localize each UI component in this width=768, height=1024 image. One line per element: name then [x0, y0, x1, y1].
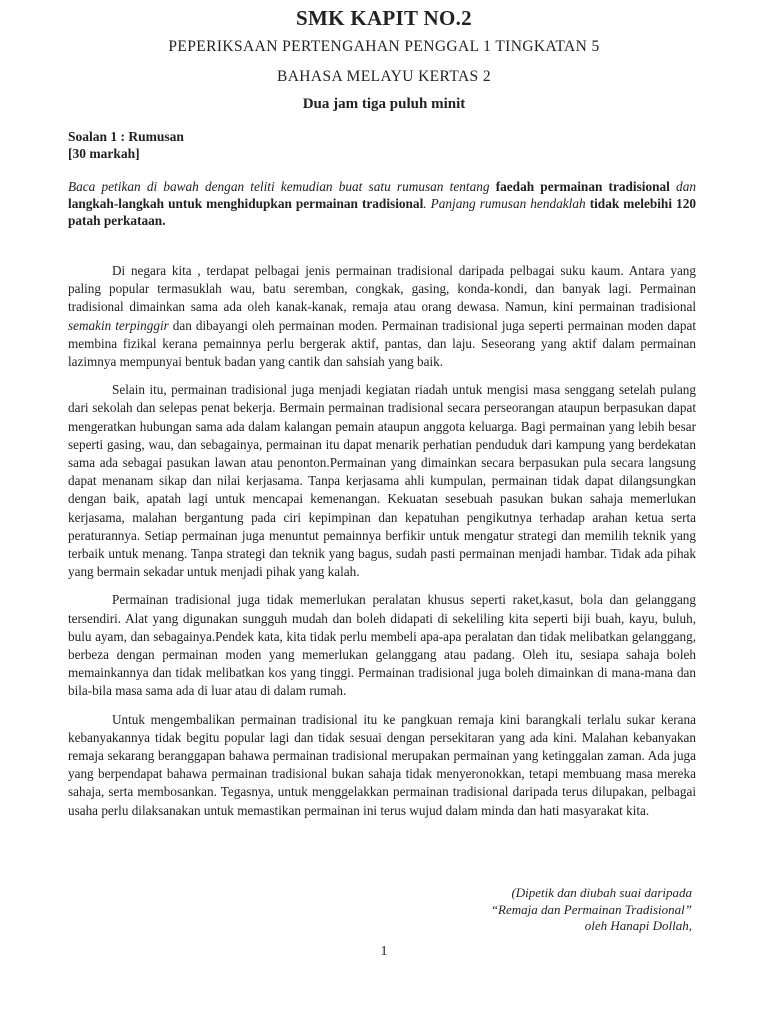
school-name: SMK KAPIT NO.2 [296, 6, 472, 30]
question-heading [68, 128, 184, 162]
instruction-part1: Baca petikan di bawah dengan teliti kemudian buat satu rumusan tentang [68, 179, 496, 194]
exam-duration: Dua jam tiga puluh minit [302, 96, 466, 112]
paper-title: BAHASA MELAYU KERTAS 2 [276, 68, 492, 85]
paragraph-1-emphasis: semakin terpinggir [68, 317, 169, 333]
paragraph-1-part-a: Di negara kita , terdapat pelbagai jenis permainan tradisional daripada pelbagai suku kaum. Antara yang paling popular termasuklah wau, batu seremban, congkak, gasing, konda-kondi, dan banyak lagi. Permainan tradisional dimainkan sama ada oleh kanak-kanak, remaja atau orang dewasa. Namun, kini permainan tradisional [68, 263, 696, 315]
paragraph-4: Untuk mengembalikan permainan tradisional itu ke pangkuan remaja kini barangkali terlalu sukar kerana kebanyakannya tidak begitu popular lagi dan tidak sesuai dengan persekitaran yang ada kini. Malahan kebanyakan remaja sekarang beranggapan bahawa permainan tradisional merupakan permainan yang ketinggalan zaman. Ada juga yang berpendapat bahawa permainan tradisional bukan sahaja tidak menyeronokkan, tetapi membuang masa mereka sahaja, serta membosankan. Tegasnya, untuk menggelakkan permainan tradisional daripada terus dilupakan, pelbagai usaha perlu dilaksanakan untuk memastikan permainan ini terus wujud dalam minda dan hati masyarakat kita. [68, 711, 696, 818]
instruction-bold1: faedah permainan tradisional [495, 179, 670, 194]
paragraph-1 [68, 262, 696, 371]
instruction-bold2: langkah-langkah untuk menghidupkan permainan tradisional [68, 196, 424, 211]
paragraph-1-part-b: dan dibayangi oleh permainan moden. Permainan tradisional juga seperti permainan moden dapat membina fizikal kerana pemainnya perlu bergerak aktif, pantas, dan laju. Seseorang yang aktif dalam permainan lazimnya mempunyai bentuk badan yang cantik dan sahsiah yang baik. [68, 317, 696, 370]
paragraph-3: Permainan tradisional juga tidak memerlukan peralatan khusus seperti raket,kasut, bola dan gelanggang tersendiri. Alat yang digunakan sungguh mudah dan boleh didapati di sekeliling kita seperti biji buah, kayu, buluh, bulu ayam, dan sebagainya.Pendek kata, kita tidak perlu membeli apa-apa peralatan dan tidak melibatkan gelanggang, berbeza dengan permainan moden yang memerlukan gelanggang atau padang. Oleh itu, sesiapa sahaja boleh memainkannya dan tidak melibatkan kos yang tinggi. Permainan tradisional juga boleh dimainkan di mana-mana dan bila-bila masa sama ada di luar atau di dalam rumah. [68, 592, 696, 699]
source-line-3: oleh Hanapi Dollah, [584, 918, 692, 933]
source-citation [420, 885, 692, 935]
question-title: Soalan 1 : Rumusan [68, 129, 184, 144]
exam-title: PEPERIKSAAN PERTENGAHAN PENGGAL 1 TINGKATAN 5 [168, 38, 600, 55]
instruction-bold3: tidak melebihi 120 patah perkataan. [68, 196, 696, 228]
page-number: 1 [380, 944, 388, 959]
instruction-text [68, 178, 696, 229]
source-line-1: (Dipetik dan diubah suai daripada [511, 885, 692, 900]
question-marks: [30 markah] [68, 146, 140, 161]
instruction-part3: . Panjang rumusan hendaklah [423, 196, 590, 211]
source-line-2: “Remaja dan Permainan Tradisional” [490, 901, 692, 917]
passage [68, 262, 696, 830]
paragraph-2: Selain itu, permainan tradisional juga menjadi kegiatan riadah untuk mengisi masa senggang setelah pulang dari sekolah dan selepas penat bekerja. Bermain permainan tradisional secara perseorangan ataupun berpasukan dapat mengeratkan hubungan sama ada dalam kalangan pemain ataupun anggota keluarga. Bagi permainan yang lebih besar seperti gasing, wau, dan sebagainya, permainan itu dapat menarik perhatian penduduk dari kampung yang berdekatan sama ada sebagai pasukan lawan atau penonton.Permainan yang dimainkan secara berpasukan pula secara langsung dapat menanam sikap dan nilai kerjasama. Tanpa kerjasama ahli kumpulan, permainan tidak dapat dilangsungkan dengan baik, apatah lagi untuk mencapai kemenangan. Kekuatan sesebuah pasukan bukan sahaja memerlukan kerjasama, malahan bergantung pada ciri kepimpinan dan kepatuhan pengikutnya terhadap arahan ketua serta peraturannya. Setiap permainan juga menuntut pemainnya berfikir untuk mengatur strategi dan memilih teknik yang terbaik untuk menang. Tanpa strategi dan teknik yang bagus, sudah pasti permainan menjadi hambar. Tidak ada pihak yang bermain sekadar untuk menjadi pihak yang kalah. [68, 382, 696, 580]
instruction-part2: dan [669, 179, 697, 194]
